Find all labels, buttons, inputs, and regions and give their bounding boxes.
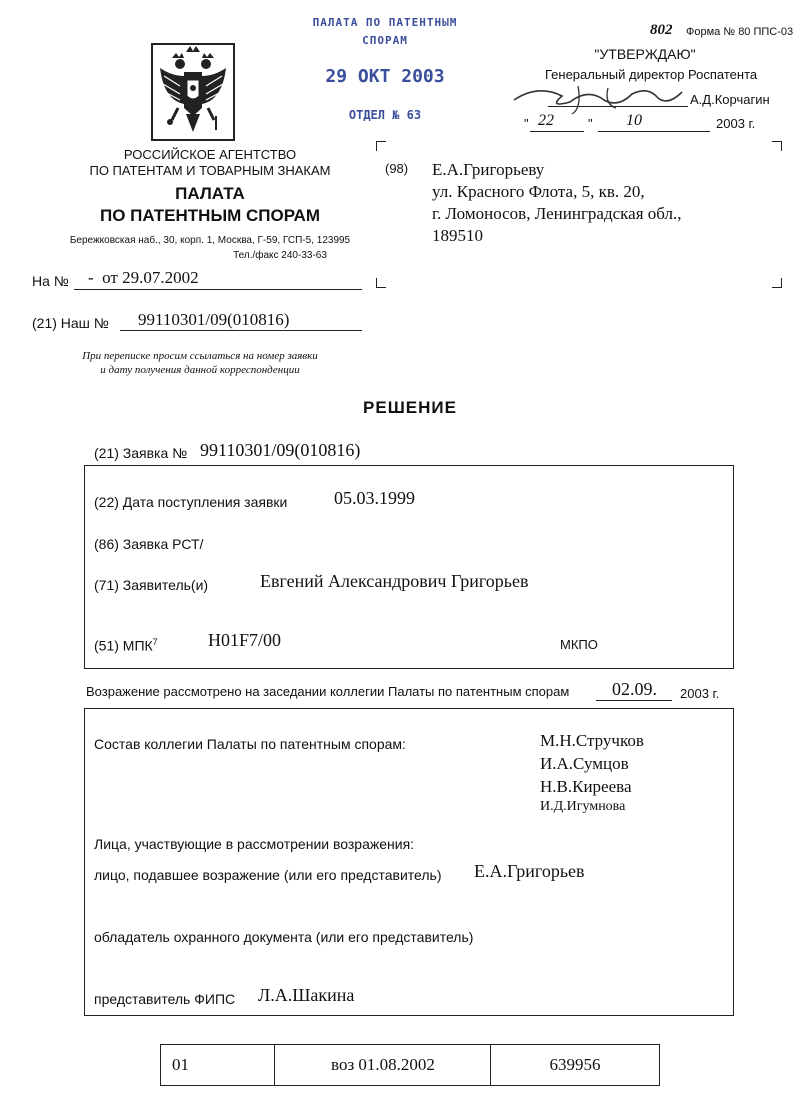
correspondence-note-line2: и дату получения данной корреспонденции: [100, 364, 300, 376]
board-member-4: И.Д.Игумнова: [540, 799, 626, 814]
pct-application-label: (86) Заявка РСТ/: [94, 536, 204, 552]
addressee-line1: Е.А.Григорьеву: [432, 160, 545, 179]
patent-holder-label: обладатель охранного документа (или его представитель): [94, 929, 474, 945]
stamp-line1: ПАЛАТА ПО ПАТЕНТНЫМ: [312, 16, 458, 29]
addressee-line2: ул. Красного Флота, 5, кв. 20,: [432, 182, 645, 201]
address-corner-bl: [376, 278, 386, 288]
meeting-year: 2003 г.: [680, 686, 720, 701]
reference-our-line: [120, 330, 362, 331]
approve-label: "УТВЕРЖДАЮ": [594, 46, 696, 62]
chamber-line2: ПО ПАТЕНТНЫМ СПОРАМ: [99, 206, 320, 225]
participants-label: Лица, участвующие в рассмотрении возражения:: [94, 836, 415, 852]
application-number-value: 99110301/09(010816): [200, 440, 361, 460]
approve-date-quote-close: ": [588, 116, 593, 131]
address-corner-tr: [772, 141, 782, 151]
received-stamp: [300, 16, 470, 136]
objector-label: лицо, подавшее возражение (или его представитель): [94, 867, 442, 883]
application-date-value: 05.03.1999: [334, 488, 415, 508]
footer-cell-date: воз 01.08.2002: [331, 1055, 435, 1074]
reference-na-line: [74, 289, 362, 290]
director-signature-line: [548, 106, 688, 107]
meeting-date-line: [596, 700, 672, 701]
ipc-value: H01F7/00: [208, 630, 282, 650]
approve-date-day-line: [530, 131, 584, 132]
board-member-2: И.А.Сумцов: [540, 754, 629, 773]
form-number: Форма № 80 ППС-03: [686, 26, 794, 38]
meeting-date: 02.09.: [612, 679, 657, 699]
approve-date-month-line: [598, 131, 710, 132]
address-corner-br: [772, 278, 782, 288]
footer-table-divider-1: [274, 1044, 275, 1086]
board-member-3: Н.В.Киреева: [540, 777, 632, 796]
approve-date-month: 10: [626, 112, 642, 129]
footer-table-divider-2: [490, 1044, 491, 1086]
address-corner-tl: [376, 141, 386, 151]
document-title: РЕШЕНИЕ: [363, 398, 457, 417]
mkpo-label: МКПО: [560, 637, 598, 652]
footer-cell-number: 639956: [549, 1055, 601, 1074]
board-member-1: М.Н.Стручков: [540, 731, 644, 750]
director-name: А.Д.Корчагин: [690, 92, 770, 107]
director-title: Генеральный директор Роспатента: [545, 67, 758, 82]
applicant-value: Евгений Александрович Григорьев: [260, 571, 529, 591]
addressee-line4: 189510: [432, 226, 483, 245]
reference-na-label: На №: [32, 273, 69, 289]
agency-phone: Тел./факс 240-33-63: [233, 250, 327, 261]
board-label: Состав коллегии Палаты по патентным спорам:: [94, 736, 406, 752]
stamp-line2: СПОРАМ: [362, 34, 408, 47]
signature-icon: [508, 78, 688, 118]
ipc-label: [94, 637, 158, 654]
reference-na-value: - от 29.07.2002: [88, 268, 199, 287]
ipc-label-text: (51) МПК: [94, 637, 153, 654]
meeting-text: Возражение рассмотрено на заседании коллегии Палаты по патентным спорам: [86, 684, 570, 699]
addressee-code: (98): [385, 161, 409, 176]
agency-line1: РОССИЙСКОЕ АГЕНТСТВО: [123, 147, 297, 162]
board-details-box: [84, 708, 734, 1016]
stamp-date: 29 ОКТ 2003: [325, 66, 445, 87]
approve-date-quote-open: ": [524, 116, 529, 131]
footer-cell-code: 01: [172, 1055, 189, 1074]
approve-date-year: 2003 г.: [716, 116, 756, 131]
fips-label: представитель ФИПС: [94, 991, 236, 1007]
approve-date-day: 22: [538, 112, 554, 129]
agency-line2: ПО ПАТЕНТАМ И ТОВАРНЫМ ЗНАКАМ: [89, 163, 331, 178]
addressee-line3: г. Ломоносов, Ленинградская обл.,: [432, 204, 682, 223]
agency-address: Бережковская наб., 30, корп. 1, Москва, Г-59, ГСП-5, 123995: [69, 235, 351, 246]
reference-our-value: 99110301/09(010816): [138, 310, 290, 329]
application-date-label: (22) Дата поступления заявки: [94, 494, 288, 510]
correspondence-note-line1: При переписке просим ссылаться на номер заявки: [82, 350, 318, 362]
stamp-dept: ОТДЕЛ № 63: [348, 108, 422, 122]
ipc-label-superscript: 7: [152, 637, 158, 647]
handwritten-number: 802: [650, 22, 673, 38]
objector-value: Е.А.Григорьев: [474, 861, 585, 881]
coat-of-arms-emblem: [150, 42, 236, 142]
application-number-label: (21) Заявка №: [94, 445, 188, 461]
applicant-label: (71) Заявитель(и): [94, 577, 209, 593]
reference-our-label: (21) Наш №: [32, 315, 109, 331]
chamber-line1: ПАЛАТА: [175, 184, 245, 203]
fips-value: Л.А.Шакина: [258, 985, 355, 1005]
